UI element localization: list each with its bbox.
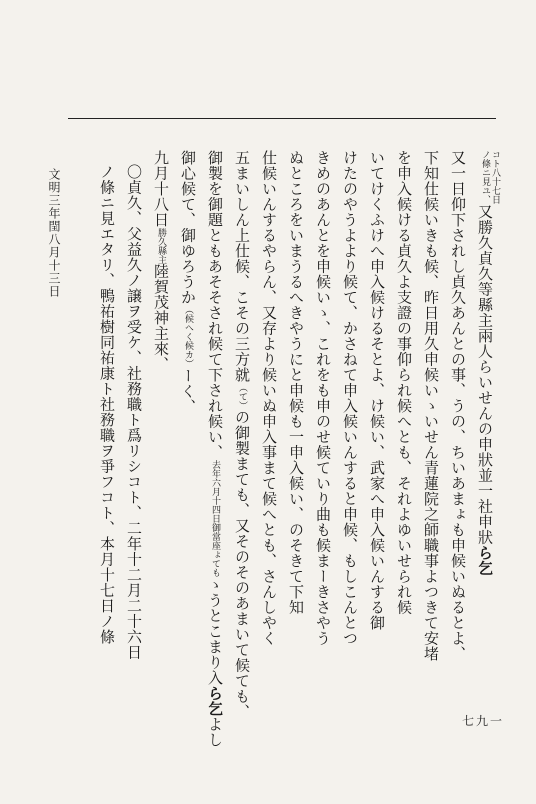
text-run: 御製を御題ともあそそされ候て下され候い、 — [206, 150, 224, 460]
text-run: ゝうとこまり入 — [206, 577, 224, 686]
text-column-11 — [201, 150, 228, 748]
text-run: 陸賀茂神主來、 — [152, 263, 170, 372]
text-column-6: けたのやうよより候て、かさねて申入候いんすると申候、もしこんとつ — [341, 150, 359, 646]
header-rule — [68, 118, 496, 119]
inline-note-line: ノ條ニ見ユ、 — [480, 150, 490, 204]
inline-note-line: 去年六月十四日御當座ょても — [210, 460, 220, 577]
text-run: よし — [206, 716, 224, 748]
text-column-5: いてけくふけへ申入候けるそとよ、け候い、武家へ申入候いんする御 — [368, 150, 386, 631]
inline-note — [183, 305, 193, 368]
inline-note-line: （て） — [237, 382, 247, 410]
text-column-12 — [174, 150, 201, 706]
text-column-10 — [228, 150, 255, 720]
text-column-4: を申入候ける貞久よ支證の事仰られ候へとも、それよゆいせられ候 — [395, 150, 413, 615]
text-column-7: きめのあんとを申候いゝ、これをも申のせ候ていり曲も候まーきさやう — [314, 150, 332, 646]
text-column-15: ノ條ニ見エタリ、鴨祐樹同祐康ト社務職ヲ爭フコト、本月十七日ノ條 — [98, 164, 116, 645]
text-run: ーく、 — [179, 368, 197, 415]
text-run: 御心候て、御ゆろうか — [179, 150, 197, 305]
running-head: 文明三年閏八月十三日 — [47, 168, 61, 298]
text-column-14: 〇貞久、父益久ノ譲ヲ受ケ、社務職ト爲リシコト、二年十二月二十六日 — [125, 164, 143, 660]
inline-note — [480, 150, 500, 204]
inline-note-line: コト八十七日 — [490, 150, 500, 204]
inline-note — [237, 383, 247, 410]
page-number: 七九一 — [462, 714, 505, 728]
text-column-8: ぬところをいまうるへきやうにと申候も一申入候い、のそきて下知 — [287, 150, 305, 615]
inline-note-line: （候へく候カ） — [183, 305, 193, 368]
text-column-13 — [147, 150, 174, 706]
kana-mark: ら乞 — [476, 545, 494, 576]
text-column-9: 仕候いんするやらん、又存より候いぬ申入事まて候へとも、さんしやく — [260, 150, 278, 646]
inline-note — [156, 228, 166, 264]
inline-note-line: 勝久縣主 — [156, 227, 166, 264]
kana-mark: ら乞 — [206, 685, 224, 717]
text-column-2: 又一日仰下されし貞久あんとの事、うの、ちいあまょも申候いぬるとよ、 — [449, 150, 467, 662]
text-run: 五まいしん上仕候、こその三方就 — [233, 150, 251, 383]
text-column-3: 下知仕候いきも候、昨日用久申候いゝいせん青蓮院之師職事よつきて安堵 — [422, 150, 440, 662]
inline-note — [210, 460, 220, 577]
text-run: の御製まても、又そのそのあまいて候ても、 — [233, 409, 251, 720]
text-run: 九月十八日 — [152, 150, 170, 228]
text-column-1 — [471, 150, 500, 706]
text-run: 又勝久貞久等縣主兩人らいせんの申狀並一社申狀 — [476, 204, 494, 545]
